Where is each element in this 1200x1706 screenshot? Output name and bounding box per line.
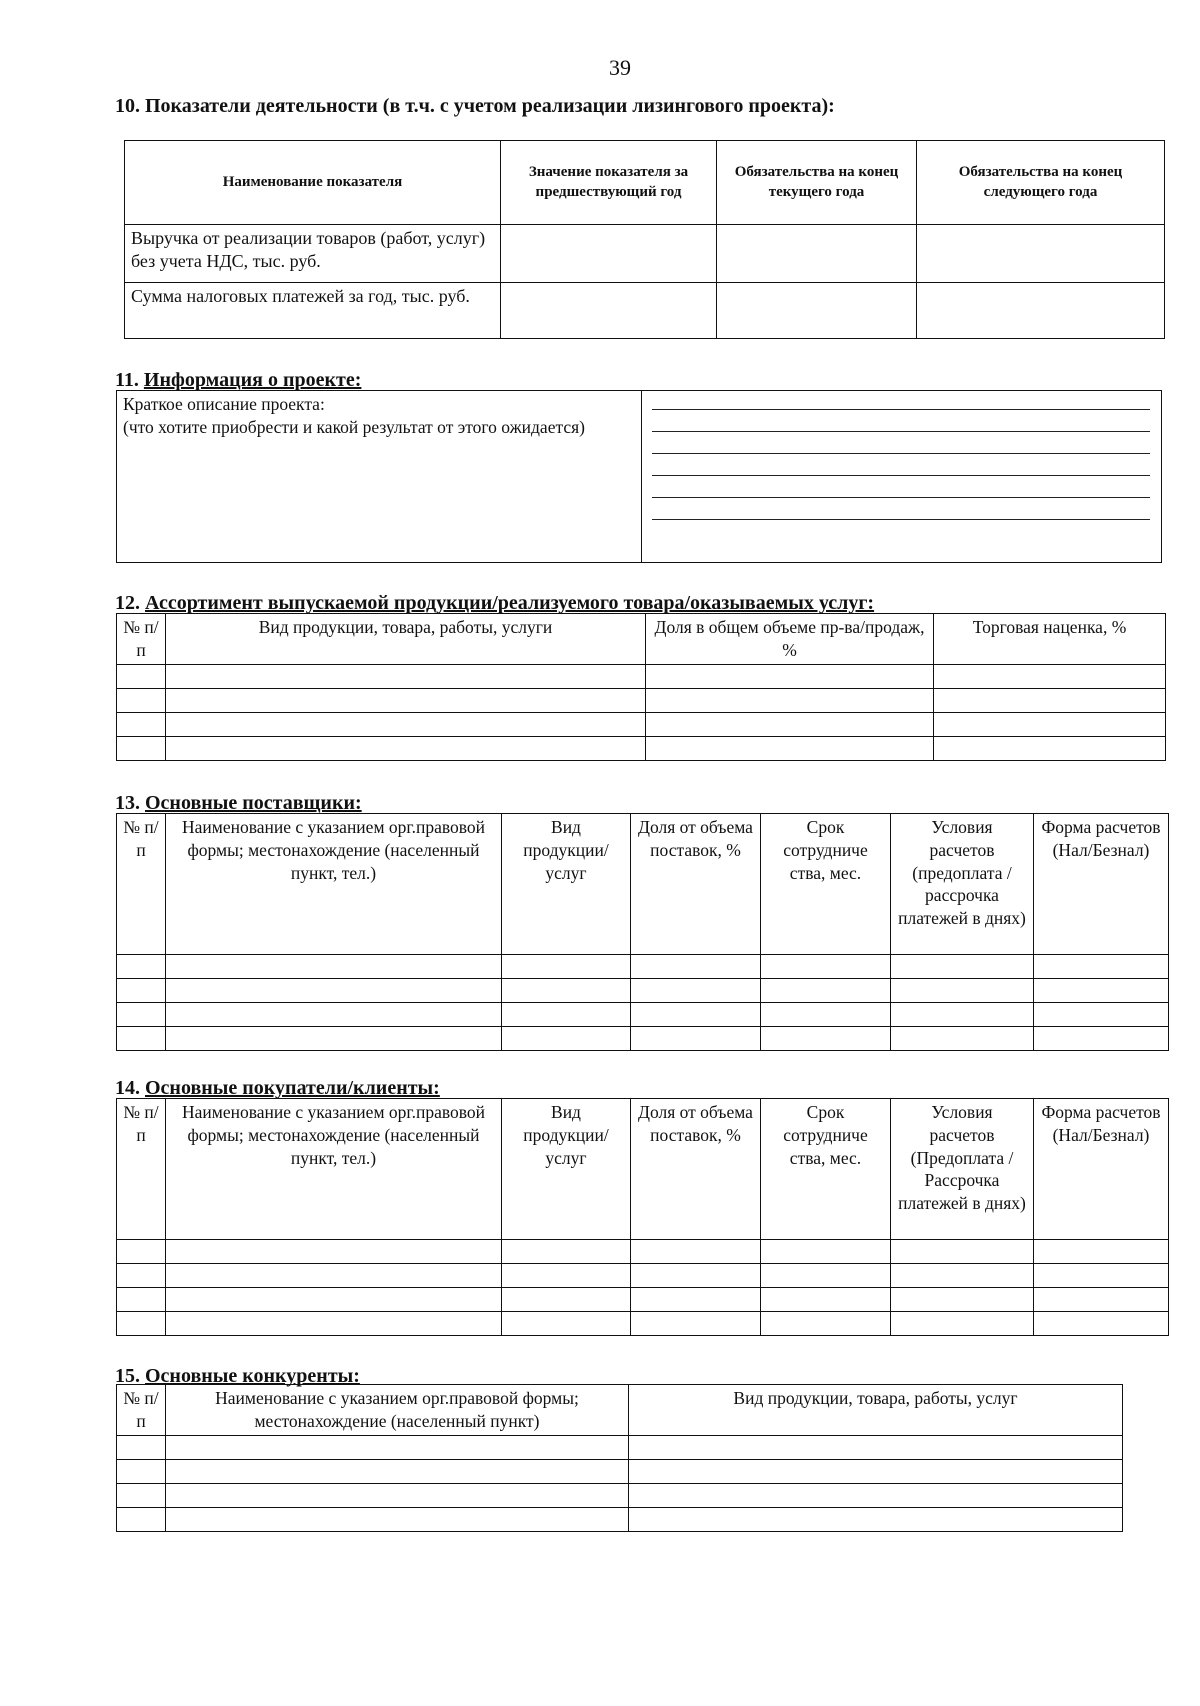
header-competitor-name: Наименование с указанием орг.правовой формы; местонахождение (населенный пункт) — [166, 1385, 629, 1436]
table-row — [125, 225, 1165, 283]
performance-table — [124, 140, 1165, 339]
input-cell[interactable] — [117, 1483, 166, 1507]
section-11-title — [115, 369, 361, 392]
input-cell[interactable] — [631, 1288, 761, 1312]
section-14-heading: Основные покупатели/клиенты: — [145, 1077, 440, 1099]
input-cell[interactable] — [501, 225, 717, 283]
input-cell[interactable] — [646, 712, 934, 736]
table-row — [117, 1459, 1123, 1483]
input-cell[interactable] — [117, 1507, 166, 1531]
input-cell[interactable] — [166, 736, 646, 760]
table-row — [117, 1288, 1169, 1312]
section-14-title — [115, 1077, 440, 1100]
input-cell[interactable] — [117, 1312, 166, 1336]
header-share: Доля в общем объеме пр-ва/продаж, % — [646, 614, 934, 665]
input-cell[interactable] — [629, 1507, 1123, 1531]
assortment-table — [116, 613, 1166, 761]
input-cell[interactable] — [166, 1003, 502, 1027]
input-cell[interactable] — [631, 955, 761, 979]
header-product-type: Вид продукции, товара, работы, услуг — [629, 1385, 1123, 1436]
input-cell[interactable] — [1034, 1312, 1169, 1336]
input-cell[interactable] — [1034, 1027, 1169, 1051]
input-cell[interactable] — [166, 1459, 629, 1483]
input-cell[interactable] — [166, 1240, 502, 1264]
input-cell[interactable] — [934, 688, 1166, 712]
table-row — [117, 979, 1169, 1003]
input-cell[interactable] — [502, 1240, 631, 1264]
input-cell[interactable] — [629, 1459, 1123, 1483]
input-cell[interactable] — [166, 712, 646, 736]
input-cell[interactable] — [166, 979, 502, 1003]
input-cell[interactable] — [646, 736, 934, 760]
header-indicator-name: Наименование показателя — [125, 141, 501, 225]
header-product-type: Вид продукции, товара, работы, услуги — [166, 614, 646, 665]
page-number: 39 — [609, 55, 631, 80]
input-cell[interactable] — [631, 1003, 761, 1027]
header-number: № п/п — [117, 814, 166, 955]
input-cell[interactable] — [117, 1459, 166, 1483]
input-cell[interactable] — [166, 1435, 629, 1459]
header-cooperation-term: Срок сотрудниче ства, мес. — [761, 1099, 891, 1240]
table-row — [117, 1312, 1169, 1336]
input-cell[interactable] — [891, 1027, 1034, 1051]
input-cell[interactable] — [891, 955, 1034, 979]
input-cell[interactable] — [117, 736, 166, 760]
input-cell[interactable] — [1034, 1264, 1169, 1288]
input-cell[interactable] — [717, 283, 917, 339]
input-cell[interactable] — [117, 955, 166, 979]
header-product-type: Вид продукции/ услуг — [502, 814, 631, 955]
input-cell[interactable] — [501, 283, 717, 339]
input-cell[interactable] — [891, 1312, 1034, 1336]
input-cell[interactable] — [502, 955, 631, 979]
input-cell[interactable] — [631, 1312, 761, 1336]
input-cell[interactable] — [117, 688, 166, 712]
input-cell[interactable] — [166, 1507, 629, 1531]
input-cell[interactable] — [891, 979, 1034, 1003]
customers-table — [116, 1098, 1169, 1336]
input-cell[interactable] — [891, 1240, 1034, 1264]
section-15-heading: Основные конкуренты: — [145, 1365, 360, 1387]
input-cell[interactable] — [166, 1027, 502, 1051]
input-cell[interactable] — [117, 1288, 166, 1312]
input-cell[interactable] — [502, 1264, 631, 1288]
table-row — [117, 1507, 1123, 1531]
input-cell[interactable] — [631, 1240, 761, 1264]
suppliers-table — [116, 813, 1169, 1051]
header-payment-form: Форма расчетов (Нал/Безнал) — [1034, 1099, 1169, 1240]
header-current-year-end: Обязательства на конец текущего года — [717, 141, 917, 225]
input-cell[interactable] — [117, 712, 166, 736]
input-cell[interactable] — [717, 225, 917, 283]
input-cell[interactable] — [502, 1027, 631, 1051]
header-supply-share: Доля от объема поставок, % — [631, 814, 761, 955]
table-row — [117, 664, 1166, 688]
input-cell[interactable] — [166, 664, 646, 688]
table-row — [117, 1435, 1123, 1459]
input-cell[interactable] — [117, 1264, 166, 1288]
section-13-heading: Основные поставщики: — [145, 792, 362, 814]
header-number: № п/п — [117, 614, 166, 665]
header-customer-name: Наименование с указанием орг.правовой формы; местонахождение (населенный пункт, тел.) — [166, 1099, 502, 1240]
input-cell[interactable] — [761, 1312, 891, 1336]
header-product-type: Вид продукции/ услуг — [502, 1099, 631, 1240]
input-cell[interactable] — [117, 1240, 166, 1264]
table-header-row — [125, 141, 1165, 225]
input-cell[interactable] — [934, 736, 1166, 760]
input-cell[interactable] — [1034, 1240, 1169, 1264]
table-row — [117, 1240, 1169, 1264]
input-cell[interactable] — [934, 664, 1166, 688]
table-row — [117, 1483, 1123, 1507]
input-cell[interactable] — [117, 1435, 166, 1459]
input-cell[interactable] — [631, 979, 761, 1003]
section-12-heading: Ассортимент выпускаемой продукции/реализуемого товара/оказываемых услуг: — [145, 592, 875, 614]
input-cell[interactable] — [631, 1264, 761, 1288]
section-10-title: 10. Показатели деятельности (в т.ч. с учетом реализации лизингового проекта): — [115, 95, 835, 117]
input-cell[interactable] — [761, 979, 891, 1003]
row-label-taxes: Сумма налоговых платежей за год, тыс. руб. — [125, 283, 501, 339]
input-cell[interactable] — [646, 664, 934, 688]
header-next-year-end: Обязательства на конец следующего года — [917, 141, 1165, 225]
header-supplier-name: Наименование с указанием орг.правовой формы; местонахождение (населенный пункт, тел.) — [166, 814, 502, 955]
section-12-title — [115, 592, 874, 615]
input-cell[interactable] — [502, 979, 631, 1003]
section-11-number: 11. — [115, 369, 144, 391]
table-row — [117, 1027, 1169, 1051]
input-cell[interactable] — [761, 1003, 891, 1027]
input-cell[interactable] — [166, 1264, 502, 1288]
input-cell[interactable] — [117, 979, 166, 1003]
input-cell[interactable] — [646, 688, 934, 712]
input-cell[interactable] — [934, 712, 1166, 736]
competitors-table — [116, 1384, 1123, 1532]
input-cell[interactable] — [166, 1288, 502, 1312]
section-15-number: 15. — [115, 1365, 145, 1387]
input-cell[interactable] — [1034, 979, 1169, 1003]
input-cell[interactable] — [761, 1264, 891, 1288]
input-cell[interactable] — [891, 1288, 1034, 1312]
input-cell[interactable] — [1034, 1288, 1169, 1312]
input-cell[interactable] — [166, 1312, 502, 1336]
section-13-number: 13. — [115, 792, 145, 814]
input-cell[interactable] — [631, 1027, 761, 1051]
table-row — [117, 688, 1166, 712]
header-payment-terms: Условия расчетов (предоплата / рассрочка платежей в днях) — [891, 814, 1034, 955]
section-11-heading: Информация о проекте: — [143, 369, 362, 391]
header-markup: Торговая наценка, % — [934, 614, 1166, 665]
header-payment-form: Форма расчетов (Нал/Безнал) — [1034, 814, 1169, 955]
input-cell[interactable] — [917, 225, 1165, 283]
table-row — [117, 1003, 1169, 1027]
input-cell[interactable] — [117, 1027, 166, 1051]
input-cell[interactable] — [761, 1240, 891, 1264]
section-12-number: 12. — [115, 592, 145, 614]
input-cell[interactable] — [166, 1483, 629, 1507]
input-cell[interactable] — [117, 664, 166, 688]
table-row — [117, 955, 1169, 979]
header-number: № п/п — [117, 1099, 166, 1240]
row-label-revenue: Выручка от реализации товаров (работ, услуг) без учета НДС, тыс. руб. — [125, 225, 501, 283]
input-cell[interactable] — [166, 688, 646, 712]
project-description-label: Краткое описание проекта: (что хотите приобрести и какой результат от этого ожидается) — [117, 391, 642, 563]
input-cell[interactable] — [502, 1312, 631, 1336]
header-previous-year: Значение показателя за предшествующий год — [501, 141, 717, 225]
input-cell[interactable] — [502, 1288, 631, 1312]
input-cell[interactable] — [761, 955, 891, 979]
table-row — [125, 283, 1165, 339]
section-14-number: 14. — [115, 1077, 145, 1099]
header-cooperation-term: Срок сотрудниче ства, мес. — [761, 814, 891, 955]
input-cell[interactable] — [629, 1435, 1123, 1459]
table-row — [117, 1264, 1169, 1288]
table-row — [117, 712, 1166, 736]
input-cell[interactable] — [166, 955, 502, 979]
table-row — [117, 736, 1166, 760]
answer-lines — [652, 388, 1150, 520]
input-cell[interactable] — [502, 1003, 631, 1027]
input-cell[interactable] — [891, 1264, 1034, 1288]
input-cell[interactable] — [761, 1288, 891, 1312]
header-payment-terms: Условия расчетов (Предоплата / Рассрочка платежей в днях) — [891, 1099, 1034, 1240]
section-13-title — [115, 792, 362, 815]
input-cell[interactable] — [917, 283, 1165, 339]
input-cell[interactable] — [761, 1027, 891, 1051]
input-cell[interactable] — [1034, 1003, 1169, 1027]
header-supply-share: Доля от объема поставок, % — [631, 1099, 761, 1240]
input-cell[interactable] — [117, 1003, 166, 1027]
input-cell[interactable] — [1034, 955, 1169, 979]
input-cell[interactable] — [629, 1483, 1123, 1507]
header-number: № п/п — [117, 1385, 166, 1436]
input-cell[interactable] — [891, 1003, 1034, 1027]
